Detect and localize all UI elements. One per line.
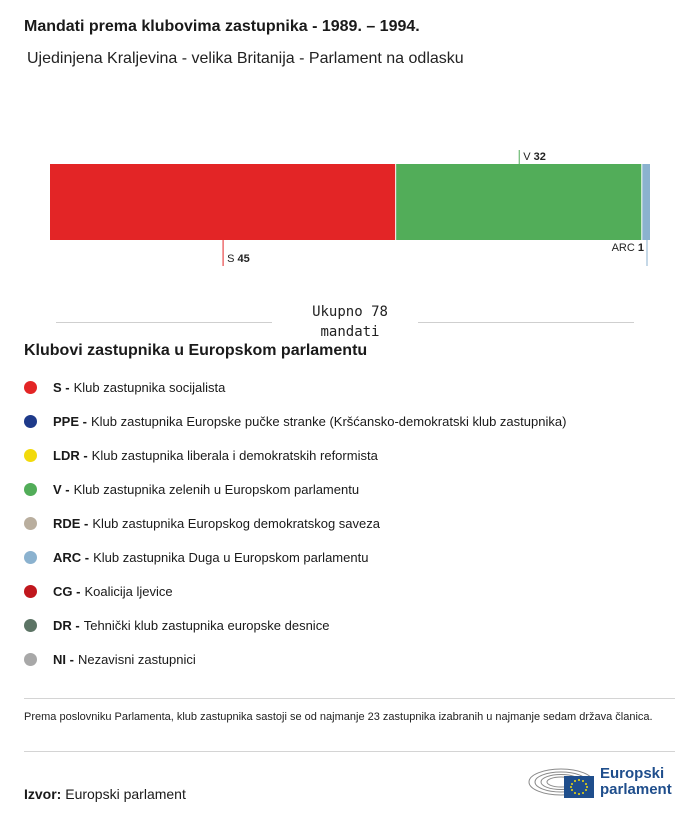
data-label-s: S 45 [227,253,250,265]
legend-swatch [24,483,37,496]
parliament-hemicycle-icon [528,762,596,804]
legend-code: V - [53,481,70,497]
logo-text [600,766,672,798]
total-divider-left [56,322,272,323]
legend-code: NI - [53,651,74,667]
legend-code: DR - [53,617,80,633]
chart-title: Mandati prema klubovima zastupnika - 1989. – 1994. [24,18,420,35]
legend-item-ppe [24,404,566,438]
legend-swatch [24,517,37,530]
bar-segment-s [50,164,395,240]
legend-code: CG - [53,583,81,599]
european-parliament-logo [528,762,678,804]
legend-swatch [24,449,37,462]
legend-item-ldr [24,438,566,472]
legend-label: Klub zastupnika zelenih u Europskom parlamentu [73,481,360,497]
stacked-bar-chart [0,140,700,280]
data-label-v: V 32 [523,151,546,163]
legend-code: S - [53,379,70,395]
total-label-line1: Ukupno 78 [312,304,388,320]
legend-item-ni [24,642,566,676]
legend-label: Klub zastupnika socijalista [73,379,226,395]
legend-code: PPE - [53,413,87,429]
legend-swatch [24,653,37,666]
footnote-divider-top [24,698,675,699]
total-label-line2: mandati [320,324,380,340]
legend-title: Klubovi zastupnika u Europskom parlamentu [24,342,368,359]
footnote: Prema poslovniku Parlamenta, klub zastupnika sastoji se od najmanje 23 zastupnika izabranih u najmanje sedam država članica. [24,711,653,723]
legend-item-rde [24,506,566,540]
legend-code: ARC - [53,549,90,565]
legend-item-cg [24,574,566,608]
legend-label: Koalicija ljevice [84,583,173,599]
source-value: Europski parlament [65,786,186,802]
source-label: Izvor: [24,786,62,802]
legend-label: Klub zastupnika Europske pučke stranke (Kršćansko-demokratski klub zastupnika) [90,413,567,429]
data-label-arc: ARC 1 [611,242,644,254]
legend-item-arc [24,540,566,574]
legend-item-s [24,370,566,404]
legend-label: Tehnički klub zastupnika europske desnice [83,617,330,633]
legend-swatch [24,381,37,394]
legend-label: Nezavisni zastupnici [77,651,196,667]
total-divider-right [418,322,634,323]
legend-code: RDE - [53,515,89,531]
legend-label: Klub zastupnika liberala i demokratskih reformista [91,447,378,463]
total-label [272,302,428,342]
legend-label: Klub zastupnika Duga u Europskom parlamentu [93,549,369,565]
legend-item-dr [24,608,566,642]
legend-code: LDR - [53,447,88,463]
logo-text-line2: parlament [600,781,672,798]
source [24,786,186,802]
bar-segment-v [396,164,641,240]
legend-label: Klub zastupnika Europskog demokratskog saveza [92,515,380,531]
chart-subtitle: Ujedinjena Kraljevina - velika Britanija - Parlament na odlasku [27,50,464,67]
legend-swatch [24,619,37,632]
logo-text-line1: Europski [600,765,665,782]
legend-swatch [24,551,37,564]
footnote-divider-bottom [24,751,675,752]
bar-segment-arc [642,164,650,240]
legend [24,370,566,676]
legend-item-v [24,472,566,506]
legend-swatch [24,585,37,598]
legend-swatch [24,415,37,428]
